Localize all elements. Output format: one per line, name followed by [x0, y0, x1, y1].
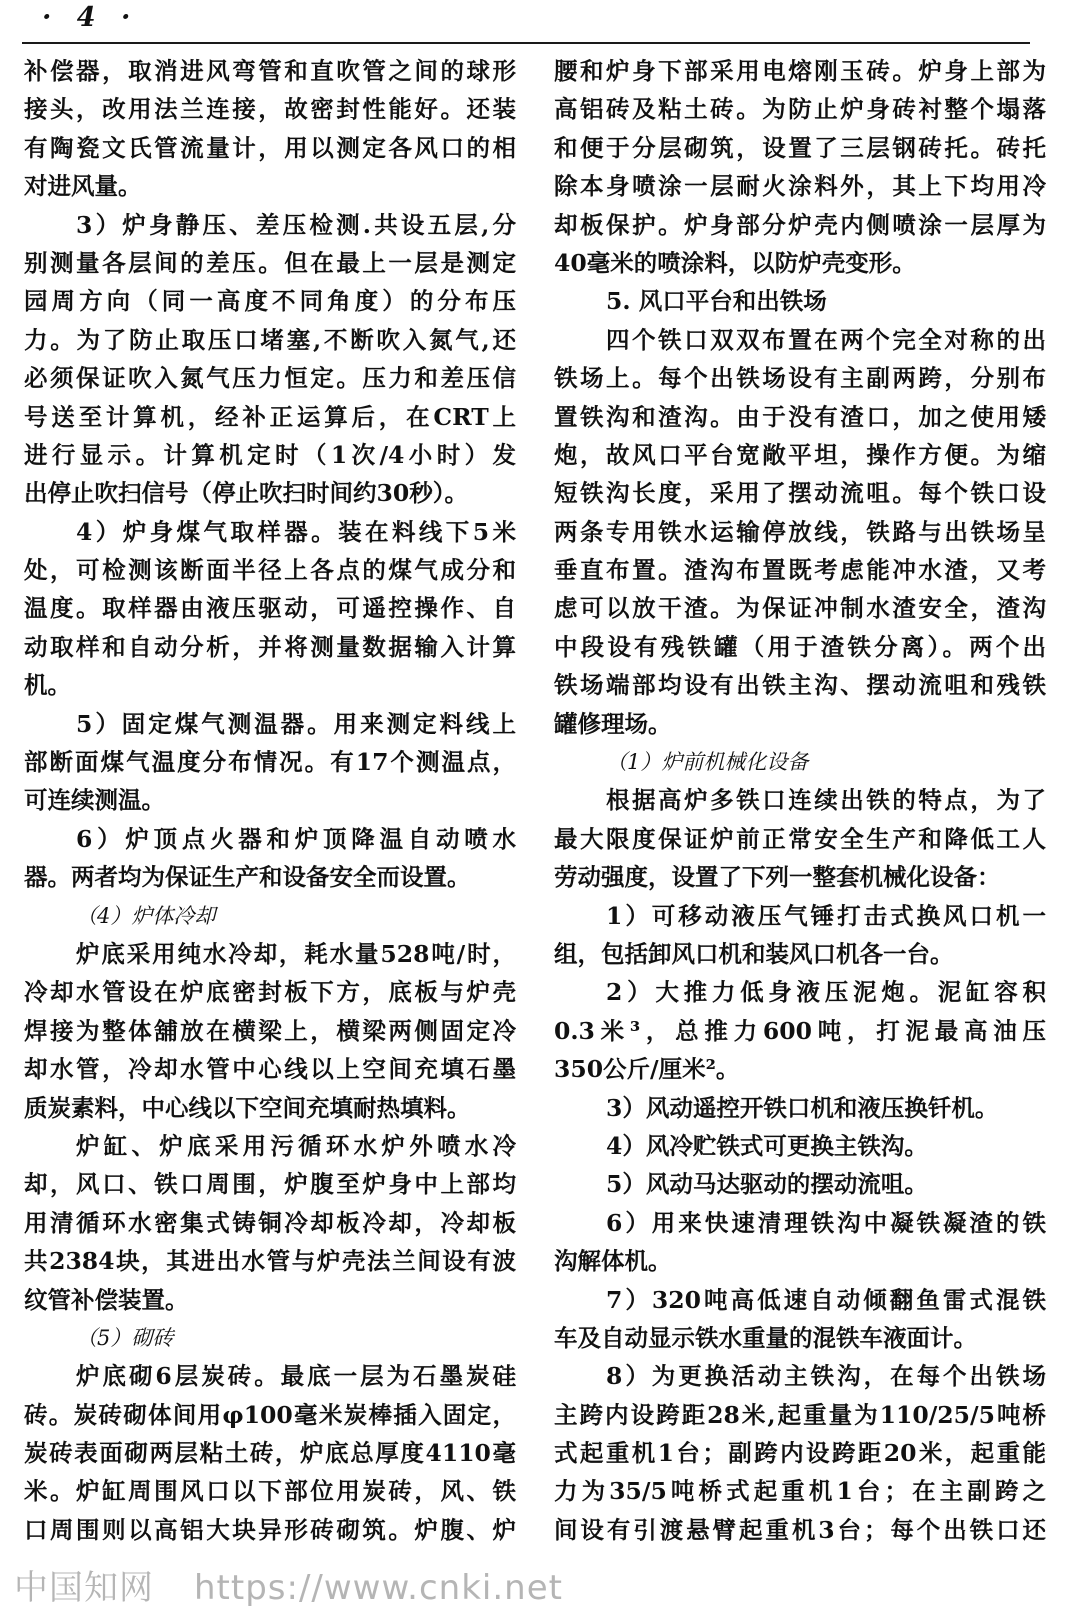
text-line: 4）炉身煤气取样器。装在料线下5米: [76, 517, 516, 546]
text-line: 米。炉缸周围风口以下部位用炭砖，风、铁: [24, 1477, 516, 1506]
text-line: 置铁沟和渣沟。由于没有渣口，加之使用矮: [554, 402, 1046, 431]
text-line: 动取样和自动分析，并将测量数据输入计算: [24, 632, 516, 661]
text-line: 处，可检测该断面半径上各点的煤气成分和: [24, 556, 516, 585]
text-line: 质炭素料，中心线以下空间充填耐热填料。: [24, 1093, 471, 1122]
text-line: 罐修理场。: [554, 709, 672, 738]
text-line: 5）固定煤气测温器。用来测定料线上: [76, 709, 516, 738]
text-line: 0.3米³，总推力600吨，打泥最高油压: [554, 1016, 1046, 1045]
text-line: 8）为更换活动主铁沟，在每个出铁场: [606, 1362, 1046, 1391]
text-line: 却板保护。炉身部分炉壳内侧喷涂一层厚为: [554, 210, 1046, 239]
text-line: 进行显示。计算机定时（1次/4小时）发: [24, 440, 516, 469]
text-line: 号送至计算机，经补正运算后，在CRT上: [24, 402, 516, 431]
text-line: 却，风口、铁口周围，炉腹至炉身中上部均: [24, 1170, 516, 1199]
watermark-brand: 中国知网: [14, 1568, 154, 1608]
text-line: 40毫米的喷涂料，以防炉壳变形。: [554, 248, 916, 277]
page-number: · 4 ·: [42, 2, 139, 33]
text-line: 3）炉身静压、差压检测.共设五层,分: [76, 210, 516, 239]
text-line: 3）风动遥控开铁口机和液压换钎机。: [606, 1093, 999, 1122]
text-line: 最大限度保证炉前正常安全生产和降低工人: [554, 824, 1046, 853]
text-line: 砖。炭砖砌体间用φ100毫米炭棒插入固定，: [24, 1400, 516, 1429]
text-line: 中段设有残铁罐（用于渣铁分离）。两个出: [554, 632, 1046, 661]
section-heading: 5. 风口平台和出铁场: [606, 287, 827, 316]
header-rule: [22, 42, 1030, 44]
text-line: 主跨内设跨距28米,起重量为110/25/5吨桥: [554, 1400, 1046, 1429]
text-line: 和便于分层砌筑，设置了三层钢砖托。砖托: [554, 133, 1046, 162]
text-line: 沟解体机。: [554, 1247, 672, 1276]
right-column: [554, 52, 1046, 1549]
text-line: 腰和炉身下部采用电熔刚玉砖。炉身上部为: [554, 57, 1046, 85]
text-line: 炉底砌6层炭砖。最底一层为石墨炭硅: [76, 1362, 516, 1391]
text-line: 铁场端部均设有出铁主沟、摆动流咀和残铁: [554, 671, 1046, 700]
text-line: 别测量各层间的差压。但在最上一层是测定: [24, 248, 516, 277]
section-heading: （1）炉前机械化设备: [606, 750, 809, 775]
text-line: 力为35/5吨桥式起重机1台；在主副跨之: [554, 1477, 1046, 1506]
text-line: 2）大推力低身液压泥炮。泥缸容积: [606, 978, 1046, 1007]
text-line: 必须保证吹入氮气压力恒定。压力和差压信: [24, 364, 516, 393]
text-line: 垂直布置。渣沟布置既考虑能冲水渣，又考: [554, 556, 1046, 585]
text-line: 式起重机1台；副跨内设跨距20米，起重能: [554, 1439, 1046, 1468]
text-line: 1）可移动液压气锤打击式换风口机一: [606, 901, 1046, 930]
left-column: [24, 52, 516, 1549]
text-line: 劳动强度，设置了下列一整套机械化设备：: [554, 863, 1001, 892]
section-heading: （4）炉体冷却: [76, 903, 216, 928]
text-line: 根据高炉多铁口连续出铁的特点，为了: [606, 786, 1046, 815]
text-line: 四个铁口双双布置在两个完全对称的出: [606, 325, 1046, 354]
text-line: 共2384块，其进出水管与炉壳法兰间设有波: [24, 1247, 516, 1276]
text-line: 5）风动马达驱动的摆动流咀。: [606, 1170, 928, 1199]
text-line: 有陶瓷文氏管流量计，用以测定各风口的相: [24, 133, 516, 162]
text-line: 温度。取样器由液压驱动，可遥控操作、自: [24, 594, 516, 623]
text-line: 冷却水管设在炉底密封板下方，底板与炉壳: [24, 978, 516, 1007]
text-line: 4）风冷贮铁式可更换主铁沟。: [606, 1131, 928, 1160]
text-line: 补偿器，取消进风弯管和直吹管之间的球形: [24, 57, 516, 85]
text-line: 接头，改用法兰连接，故密封性能好。还装: [24, 95, 516, 124]
text-line: 组，包括卸风口机和装风口机各一台。: [554, 939, 954, 968]
text-line: 可连续测温。: [24, 786, 165, 815]
text-line: 炮，故风口平台宽敞平坦，操作方便。为缩: [554, 440, 1046, 469]
text-line: 7）320吨高低速自动倾翻鱼雷式混铁: [606, 1285, 1046, 1314]
text-line: 对进风量。: [24, 172, 142, 201]
text-line: 机。: [24, 671, 71, 700]
watermark-url[interactable]: https://www.cnki.net: [194, 1568, 563, 1608]
text-line: 虑可以放干渣。为保证冲制水渣安全，渣沟: [554, 594, 1046, 623]
text-line: 炭砖表面砌两层粘土砖，炉底总厚度4110毫: [24, 1439, 516, 1468]
text-line: 除本身喷涂一层耐火涂料外，其上下均用冷: [554, 172, 1046, 201]
text-line: 炉底采用纯水冷却，耗水量528吨/时，: [76, 939, 516, 968]
text-line: 间设有引渡悬臂起重机3台；每个出铁口还: [554, 1515, 1046, 1544]
text-line: 铁场上。每个出铁场设有主副两跨，分别布: [554, 364, 1046, 393]
section-heading: （5）砌砖: [76, 1325, 174, 1350]
text-line: 纹管补偿装置。: [24, 1285, 189, 1314]
text-line: 6）炉顶点火器和炉顶降温自动喷水: [76, 824, 516, 853]
text-line: 车及自动显示铁水重量的混铁车液面计。: [554, 1323, 977, 1352]
text-line: 力。为了防止取压口堵塞,不断吹入氮气,还: [24, 325, 516, 354]
text-line: 却水管，冷却水管中心线以上空间充填石墨: [24, 1055, 516, 1084]
text-line: 园周方向（同一高度不同角度）的分布压: [24, 287, 516, 316]
text-line: 用清循环水密集式铸铜冷却板冷却，冷却板: [24, 1208, 516, 1237]
text-line: 高铝砖及粘土砖。为防止炉身砖衬整个塌落: [554, 95, 1046, 124]
text-line: 焊接为整体舖放在横梁上，横梁两侧固定冷: [24, 1016, 516, 1045]
text-line: 部断面煤气温度分布情况。有17个测温点，: [24, 748, 516, 777]
text-line: 两条专用铁水运输停放线，铁路与出铁场呈: [554, 517, 1046, 546]
text-line: 6）用来快速清理铁沟中凝铁凝渣的铁: [606, 1208, 1046, 1237]
text-line: 出停止吹扫信号（停止吹扫时间约30秒）。: [24, 479, 468, 508]
text-line: 350公斤/厘米²。: [554, 1055, 740, 1084]
text-line: 短铁沟长度，采用了摆动流咀。每个铁口设: [554, 479, 1046, 508]
watermark: [14, 1560, 563, 1609]
text-line: 炉缸、炉底采用污循环水炉外喷水冷: [76, 1131, 516, 1160]
text-line: 口周围则以高铝大块异形砖砌筑。炉腹、炉: [24, 1515, 516, 1544]
text-line: 器。两者均为保证生产和设备安全而设置。: [24, 863, 471, 892]
